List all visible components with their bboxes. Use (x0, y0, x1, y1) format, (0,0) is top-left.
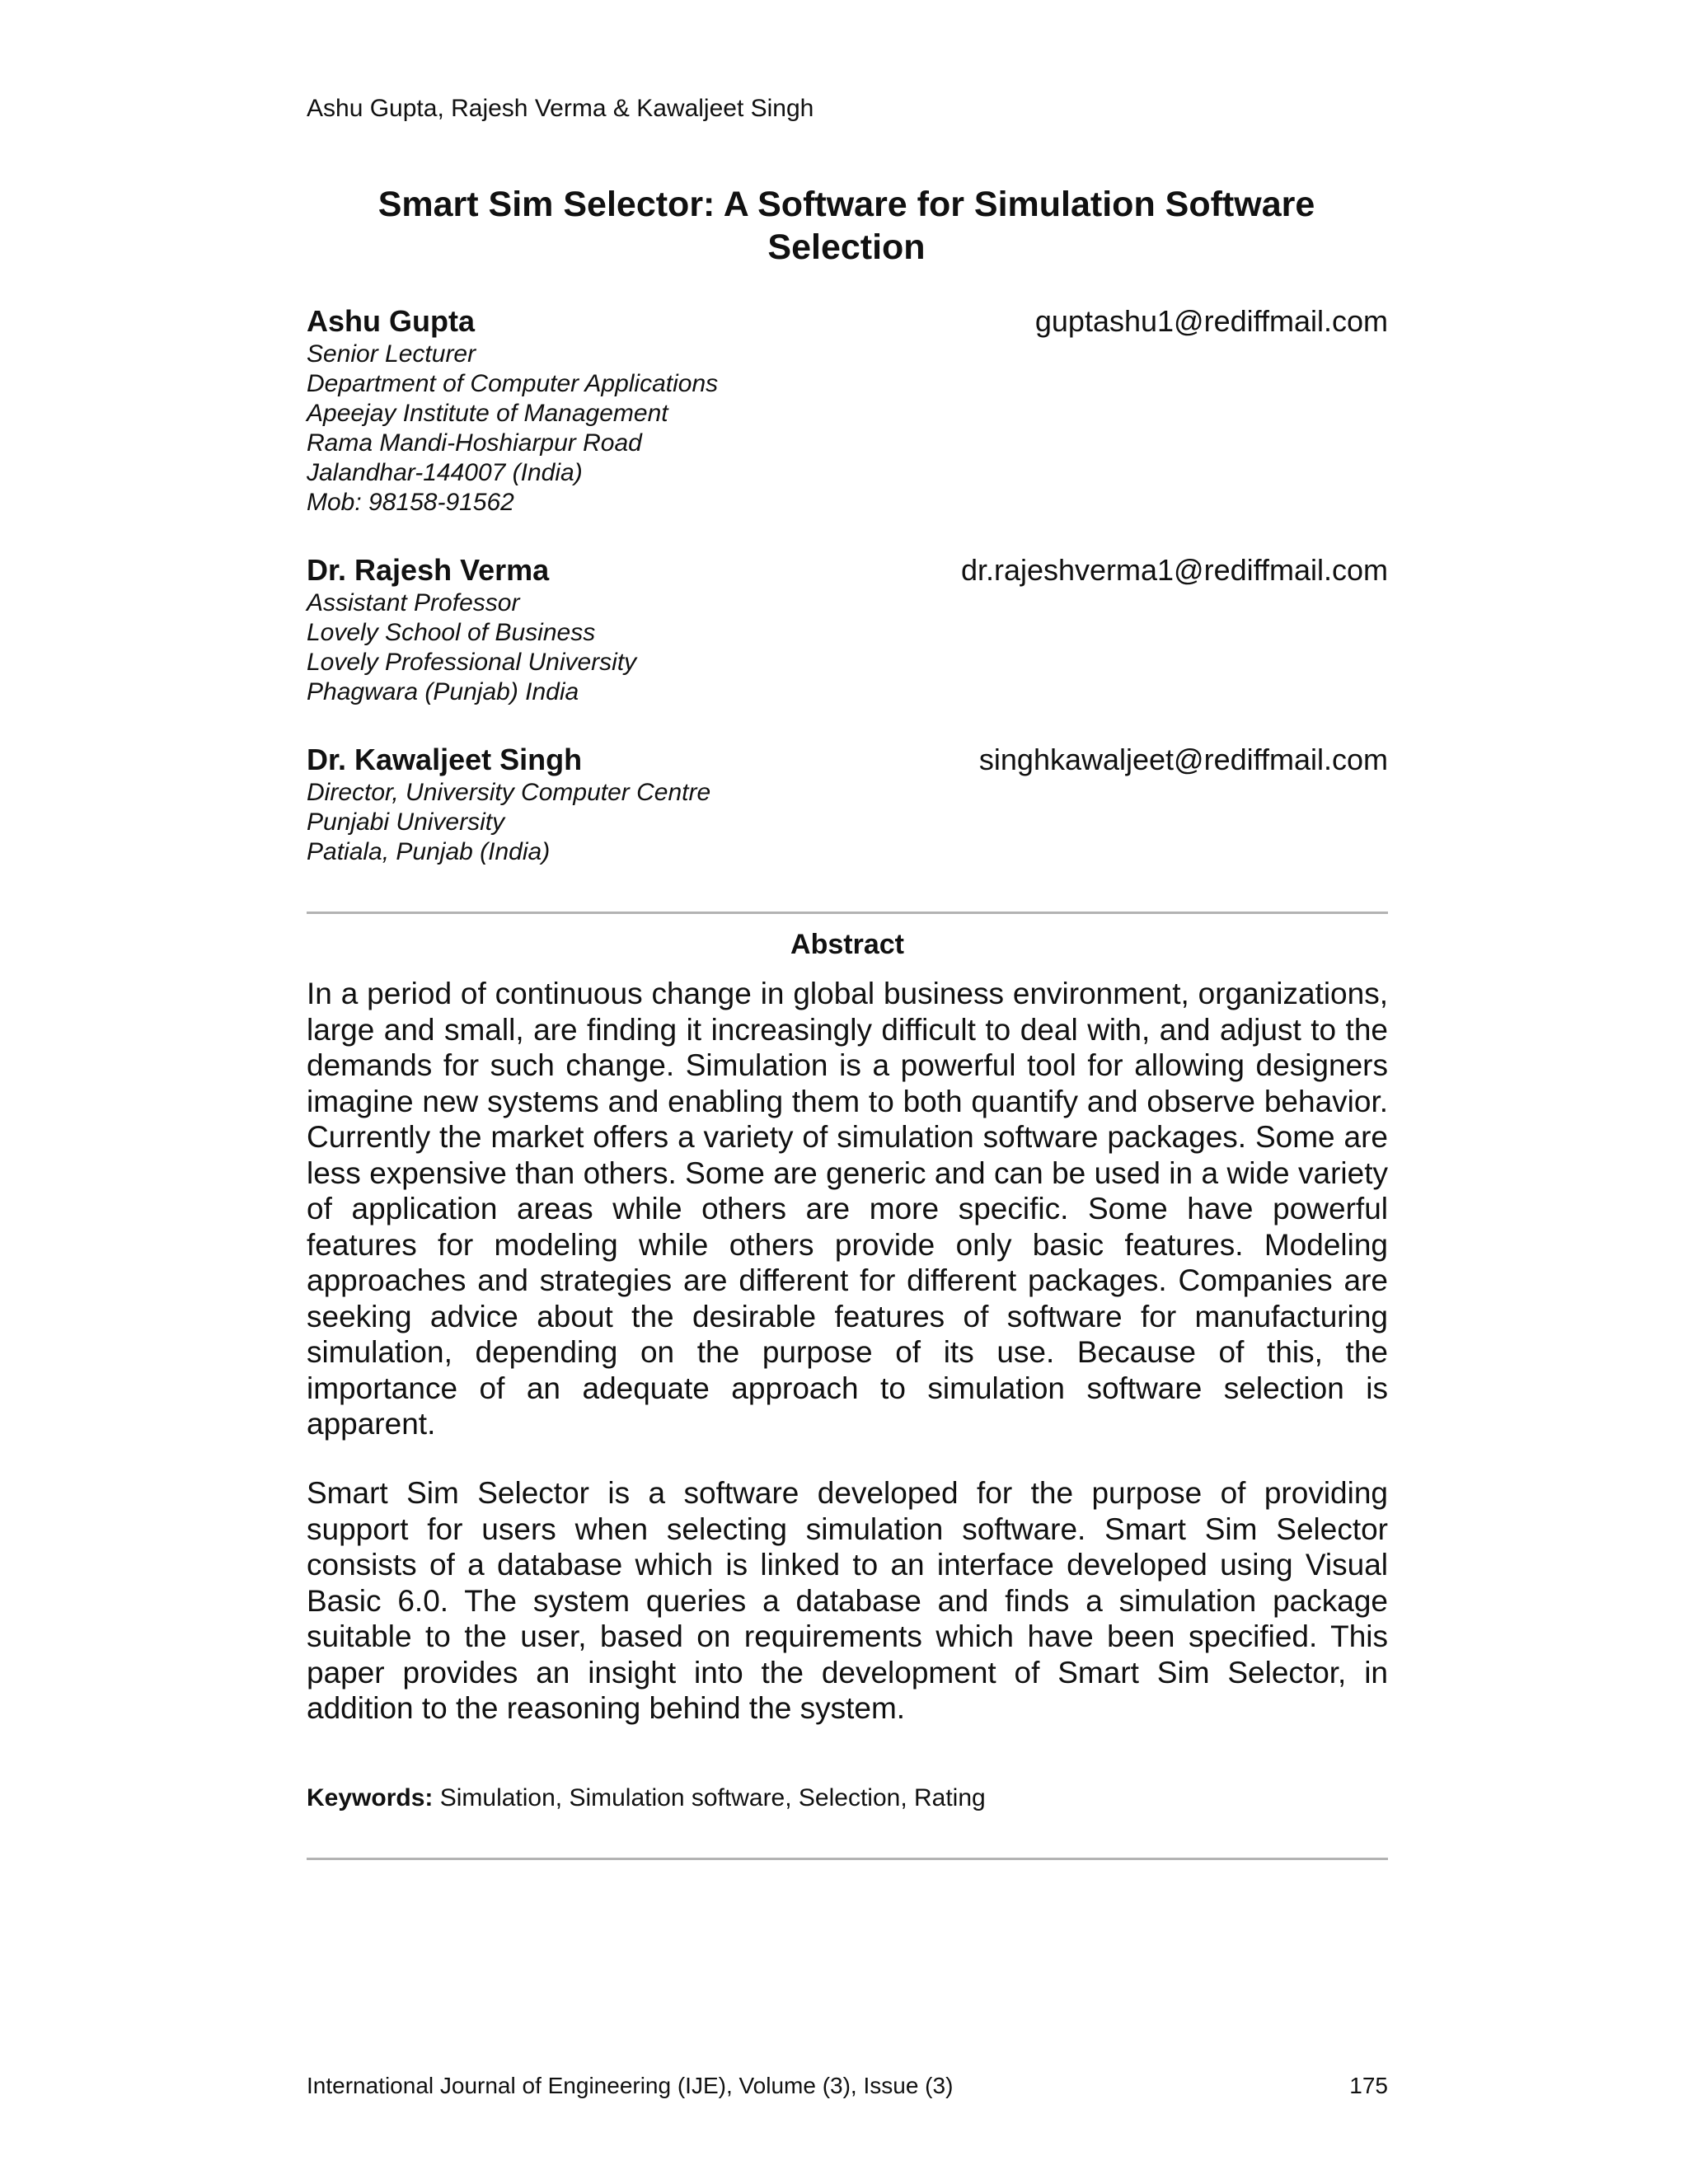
author-affiliation (307, 340, 1388, 518)
keywords-label: Keywords: (307, 1784, 434, 1811)
affiliation-line: Lovely School of Business (307, 619, 596, 646)
affiliation-line: Director, University Computer Centre (307, 779, 711, 806)
abstract-heading: Abstract (790, 929, 904, 960)
author-email: singhkawaljeet@rediffmail.com (978, 743, 1388, 776)
author-affiliation (307, 778, 1388, 867)
abstract-paragraph-1: In a period of continuous change in global business environment, organizations, large and small, are finding it increasingly difficult to deal with, and adjust to the demands for such change. Simulation is a powerful tool for allowing designers imagine new systems and enabling them to both quantify and observe behavior. Currently the market offers a variety of simulation software packages. Some are less expensive than others. Some are generic and can be used in a wide variety of application areas while others are more specific. Some have powerful features for modeling while others provide only basic features. Modeling approaches and strategies are different for different packages. Companies are seeking advice about the desirable features of software for manufacturing simulation, depending on the purpose of its use. Because of this, the importance of an adequate approach to simulation software selection is apparent. (307, 977, 1388, 1441)
affiliation-line: Jalandhar-144007 (India) (307, 459, 583, 486)
author-email: dr.rajeshverma1@rediffmail.com (960, 553, 1388, 587)
affiliation-line: Rama Mandi-Hoshiarpur Road (307, 429, 642, 457)
affiliation-line: Lovely Professional University (307, 649, 637, 676)
keywords-text: Simulation, Simulation software, Selection, Rating (439, 1784, 986, 1811)
affiliation-line: Department of Computer Applications (307, 370, 719, 397)
affiliation-line: Mob: 98158-91562 (307, 489, 514, 516)
author-name: Ashu Gupta (307, 304, 475, 338)
author-block-1 (307, 303, 1388, 518)
keywords (307, 1782, 986, 1815)
author-email: guptashu1@rediffmail.com (1034, 304, 1388, 338)
divider-bottom (307, 1858, 1388, 1860)
affiliation-line: Apeejay Institute of Management (307, 400, 668, 427)
author-name: Dr. Rajesh Verma (307, 553, 550, 587)
page-number: 175 (1349, 2073, 1388, 2098)
affiliation-line: Phagwara (Punjab) India (307, 678, 579, 705)
author-name: Dr. Kawaljeet Singh (307, 743, 583, 776)
affiliation-line: Assistant Professor (307, 589, 520, 616)
affiliation-line: Patiala, Punjab (India) (307, 838, 551, 865)
journal-citation: International Journal of Engineering (IJE), Volume (3), Issue (3) (307, 2073, 954, 2098)
paper-title: Smart Sim Selector: A Software for Simulation Software Selection (377, 185, 1315, 267)
running-head: Ashu Gupta, Rajesh Verma & Kawaljeet Singh (307, 95, 814, 122)
author-affiliation (307, 588, 1388, 707)
author-block-3 (307, 742, 1388, 867)
divider-top (307, 912, 1388, 914)
author-block-2 (307, 552, 1388, 707)
affiliation-line: Senior Lecturer (307, 340, 476, 368)
affiliation-line: Punjabi University (307, 808, 505, 836)
abstract-paragraph-2: Smart Sim Selector is a software developed for the purpose of providing support for users when selecting simulation software. Smart Sim Selector consists of a database which is linked to an interface developed using Visual Basic 6.0. The system queries a database and finds a simulation package suitable to the user, based on requirements which have been specified. This paper provides an insight into the development of Smart Sim Selector, in addition to the reasoning behind the system. (307, 1476, 1388, 1725)
page-footer (307, 2070, 1388, 2102)
